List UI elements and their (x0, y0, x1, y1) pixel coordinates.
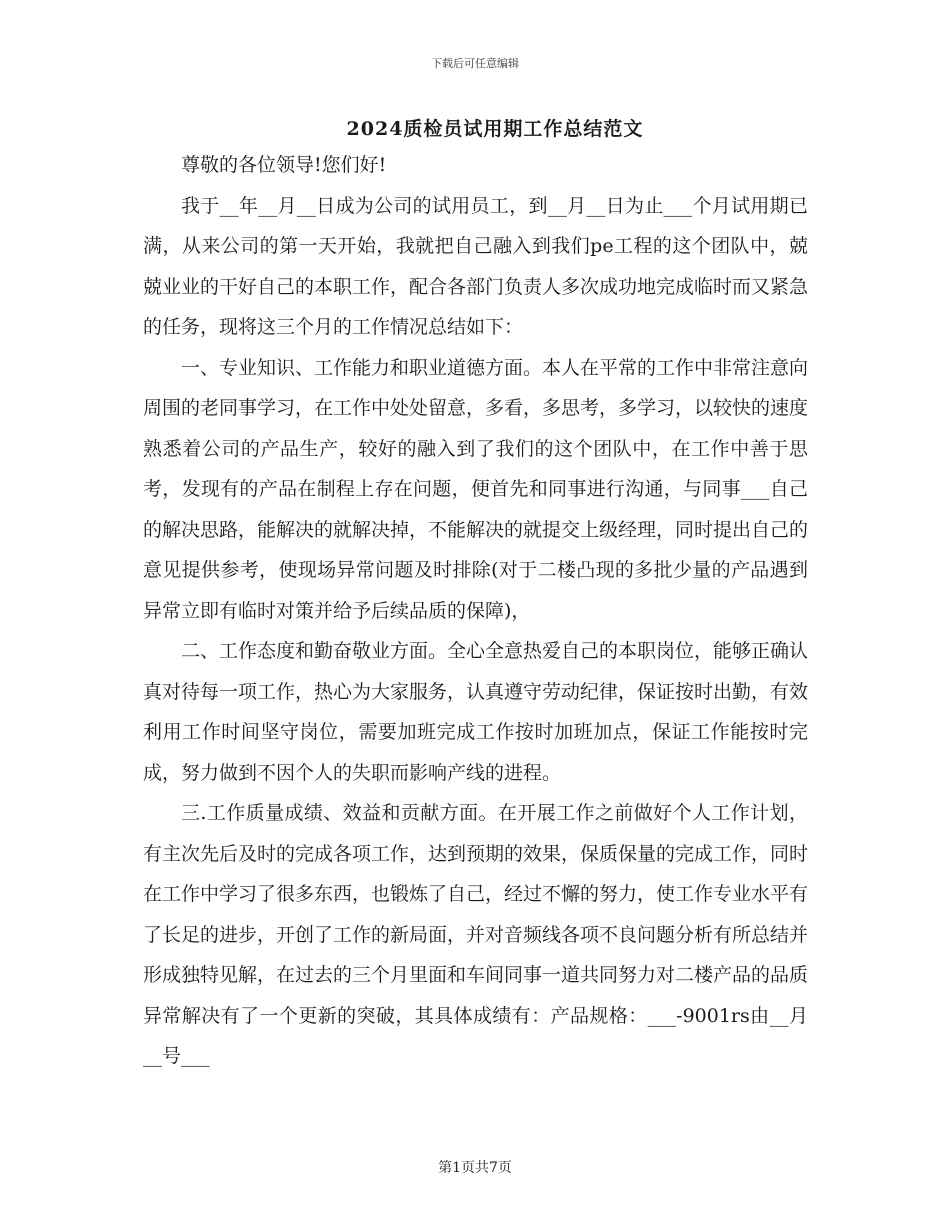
paragraph-section-1: 一、专业知识、工作能力和职业道德方面。本人在平常的工作中非常注意向周围的老同事学习，在工作中处处留意，多看，多思考，多学习，以较快的速度熟悉着公司的产品生产，较好的融入到了我们的这个团队中，在工作中善于思考，发现有的产品在制程上存在问题，便首先和同事进行沟通，与同事___自己的解决思路，能解决的就解决掉，不能解决的就提交上级经理，同时提出自己的意见提供参考，使现场异常问题及时排除(对于二楼凸现的多批少量的产品遇到异常立即有临时对策并给予后续品质的保障)， (143, 356, 809, 622)
paragraph-section-2: 二、工作态度和勤奋敬业方面。全心全意热爱自己的本职岗位，能够正确认真对待每一项工作，热心为大家服务，认真遵守劳动纪律，保证按时出勤，有效利用工作时间坚守岗位，需要加班完成工作按时加班加点，保证工作能按时完成，努力做到不因个人的失职而影响产线的进程。 (143, 640, 809, 784)
paragraph-intro: 我于__年__月__日成为公司的试用员工，到__月__日为止___个月试用期已满，从来公司的第一天开始，我就把自己融入到我们pe工程的这个团队中，兢兢业业的干好自己的本职工作，配合各部门负责人多次成功地完成临时而又紧急的任务，现将这三个月的工作情况总结如下： (143, 194, 809, 338)
document-title: 2024质检员试用期工作总结范文 (346, 118, 644, 140)
paragraph-section-3: 三.工作质量成绩、效益和贡献方面。在开展工作之前做好个人工作计划，有主次先后及时的完成各项工作，达到预期的效果，保质保量的完成工作，同时在工作中学习了很多东西，也锻炼了自己，经过不懈的努力，使工作专业水平有了长足的进步，开创了工作的新局面，并对音频线各项不良问题分析有所总结并形成独特见解，在过去的三个月里面和车间同事一道共同努力对二楼产品的品质异常解决有了一个更新的突破，其具体成绩有：产品规格：___-9001rs由__月__号___ (143, 802, 809, 1067)
header-note: 下载后可任意编辑 (431, 57, 519, 70)
page-number: 第1页共7页 (438, 1160, 512, 1176)
document-body (143, 145, 808, 1077)
paragraph-greeting: 尊敬的各位领导!您们好! (181, 154, 387, 176)
